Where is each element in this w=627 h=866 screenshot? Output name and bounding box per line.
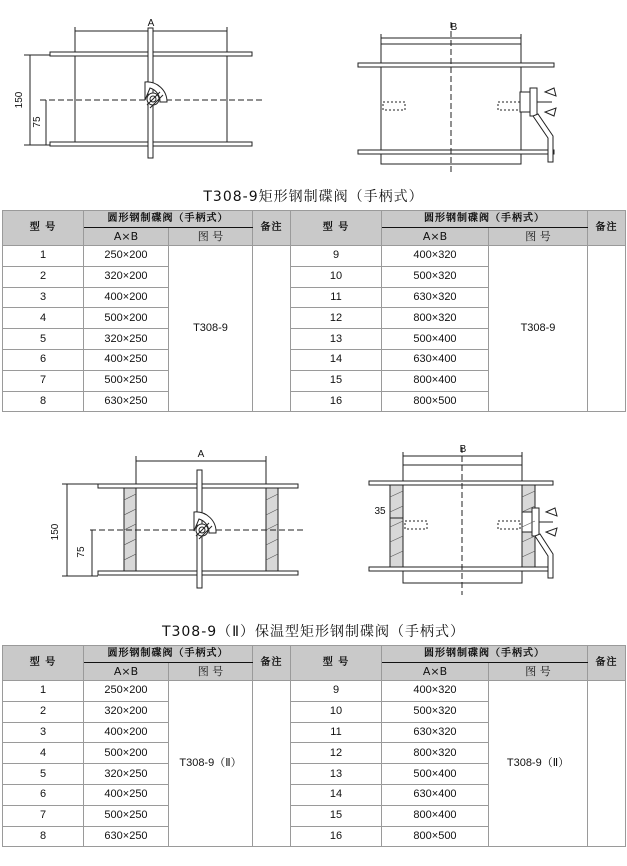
dim-150-label: 150 xyxy=(50,523,61,541)
row-number: 6 xyxy=(3,349,84,370)
row-size: 400×200 xyxy=(84,287,169,308)
remark-cell xyxy=(253,246,291,412)
remark-cell xyxy=(588,681,626,847)
row-number: 15 xyxy=(291,805,382,826)
header-group: 圆形钢制碟阀（手柄式） xyxy=(382,211,588,228)
header-drawing: 图 号 xyxy=(489,663,588,681)
row-number: 12 xyxy=(291,308,382,329)
row-size: 800×320 xyxy=(382,308,489,329)
dim-a-label: A xyxy=(147,18,155,29)
row-number: 9 xyxy=(291,246,382,267)
row-size: 500×250 xyxy=(84,370,169,391)
header-remark: 备注 xyxy=(588,646,626,681)
header-drawing: 图 号 xyxy=(489,228,588,246)
row-number: 9 xyxy=(291,681,382,702)
row-size: 800×500 xyxy=(382,826,489,847)
row-size: 400×250 xyxy=(84,349,169,370)
row-size: 320×250 xyxy=(84,329,169,350)
row-number: 2 xyxy=(3,701,84,722)
row-number: 8 xyxy=(3,826,84,847)
drawing-number: T308-9 xyxy=(489,246,588,412)
dim-35-label: 35 xyxy=(374,506,386,517)
row-size: 800×400 xyxy=(382,805,489,826)
header-group: 圆形钢制碟阀（手柄式） xyxy=(382,646,588,663)
row-number: 5 xyxy=(3,764,84,785)
section-title-2: T308-9（Ⅱ）保温型矩形钢制碟阀（手柄式） xyxy=(161,624,466,640)
dim-b-label: B xyxy=(450,22,458,33)
row-number: 10 xyxy=(291,266,382,287)
section-title-1: T308-9矩形钢制碟阀（手柄式） xyxy=(203,189,424,205)
row-size: 500×320 xyxy=(382,701,489,722)
header-remark: 备注 xyxy=(253,211,291,246)
header-model: 型 号 xyxy=(3,646,84,681)
row-size: 320×200 xyxy=(84,701,169,722)
header-drawing: 图 号 xyxy=(169,228,253,246)
row-size: 400×200 xyxy=(84,722,169,743)
row-number: 3 xyxy=(3,287,84,308)
row-size: 400×320 xyxy=(382,246,489,267)
header-model: 型 号 xyxy=(291,646,382,681)
header-remark: 备注 xyxy=(588,211,626,246)
row-size: 500×320 xyxy=(382,266,489,287)
header-group: 圆形钢制碟阀（手柄式） xyxy=(84,646,253,663)
remark-cell xyxy=(253,681,291,847)
row-size: 400×320 xyxy=(382,681,489,702)
header-model: 型 号 xyxy=(291,211,382,246)
row-size: 630×250 xyxy=(84,391,169,412)
header-drawing: 图 号 xyxy=(169,663,253,681)
table-row xyxy=(3,681,626,702)
row-size: 630×250 xyxy=(84,826,169,847)
row-number: 13 xyxy=(291,764,382,785)
header-remark: 备注 xyxy=(253,646,291,681)
drawing-number: T308-9（Ⅱ） xyxy=(489,681,588,847)
dim-150-label: 150 xyxy=(14,91,25,109)
header-group: 圆形钢制碟阀（手柄式） xyxy=(84,211,253,228)
row-number: 6 xyxy=(3,784,84,805)
row-number: 8 xyxy=(3,391,84,412)
dim-75-label: 75 xyxy=(76,546,87,558)
table-row xyxy=(3,246,626,267)
row-number: 1 xyxy=(3,246,84,267)
row-size: 500×250 xyxy=(84,805,169,826)
row-size: 250×200 xyxy=(84,246,169,267)
row-size: 320×250 xyxy=(84,764,169,785)
header-axb: A×B xyxy=(382,228,489,246)
spec-table-2 xyxy=(2,645,626,847)
drawing-number: T308-9 xyxy=(169,246,253,412)
remark-cell xyxy=(588,246,626,412)
drawing-number: T308-9（Ⅱ） xyxy=(169,681,253,847)
row-number: 15 xyxy=(291,370,382,391)
header-model: 型 号 xyxy=(3,211,84,246)
row-number: 13 xyxy=(291,329,382,350)
header-axb: A×B xyxy=(84,663,169,681)
row-size: 500×200 xyxy=(84,308,169,329)
row-size: 500×200 xyxy=(84,743,169,764)
header-axb: A×B xyxy=(382,663,489,681)
row-number: 11 xyxy=(291,722,382,743)
row-size: 320×200 xyxy=(84,266,169,287)
row-number: 1 xyxy=(3,681,84,702)
row-number: 4 xyxy=(3,308,84,329)
dim-a-label: A xyxy=(197,449,205,460)
spec-table-1 xyxy=(2,210,626,412)
row-number: 16 xyxy=(291,391,382,412)
row-number: 11 xyxy=(291,287,382,308)
row-number: 16 xyxy=(291,826,382,847)
row-number: 7 xyxy=(3,805,84,826)
row-number: 14 xyxy=(291,349,382,370)
header-axb: A×B xyxy=(84,228,169,246)
row-number: 10 xyxy=(291,701,382,722)
row-number: 2 xyxy=(3,266,84,287)
row-size: 800×500 xyxy=(382,391,489,412)
row-size: 500×400 xyxy=(382,764,489,785)
row-size: 630×320 xyxy=(382,722,489,743)
row-size: 630×400 xyxy=(382,784,489,805)
dim-b-label: B xyxy=(459,444,467,455)
row-size: 500×400 xyxy=(382,329,489,350)
row-size: 400×250 xyxy=(84,784,169,805)
row-size: 800×400 xyxy=(382,370,489,391)
row-number: 4 xyxy=(3,743,84,764)
row-number: 5 xyxy=(3,329,84,350)
row-size: 630×320 xyxy=(382,287,489,308)
dim-75-label: 75 xyxy=(32,116,43,128)
row-size: 800×320 xyxy=(382,743,489,764)
row-number: 12 xyxy=(291,743,382,764)
row-size: 630×400 xyxy=(382,349,489,370)
row-number: 3 xyxy=(3,722,84,743)
row-size: 250×200 xyxy=(84,681,169,702)
row-number: 7 xyxy=(3,370,84,391)
row-number: 14 xyxy=(291,784,382,805)
